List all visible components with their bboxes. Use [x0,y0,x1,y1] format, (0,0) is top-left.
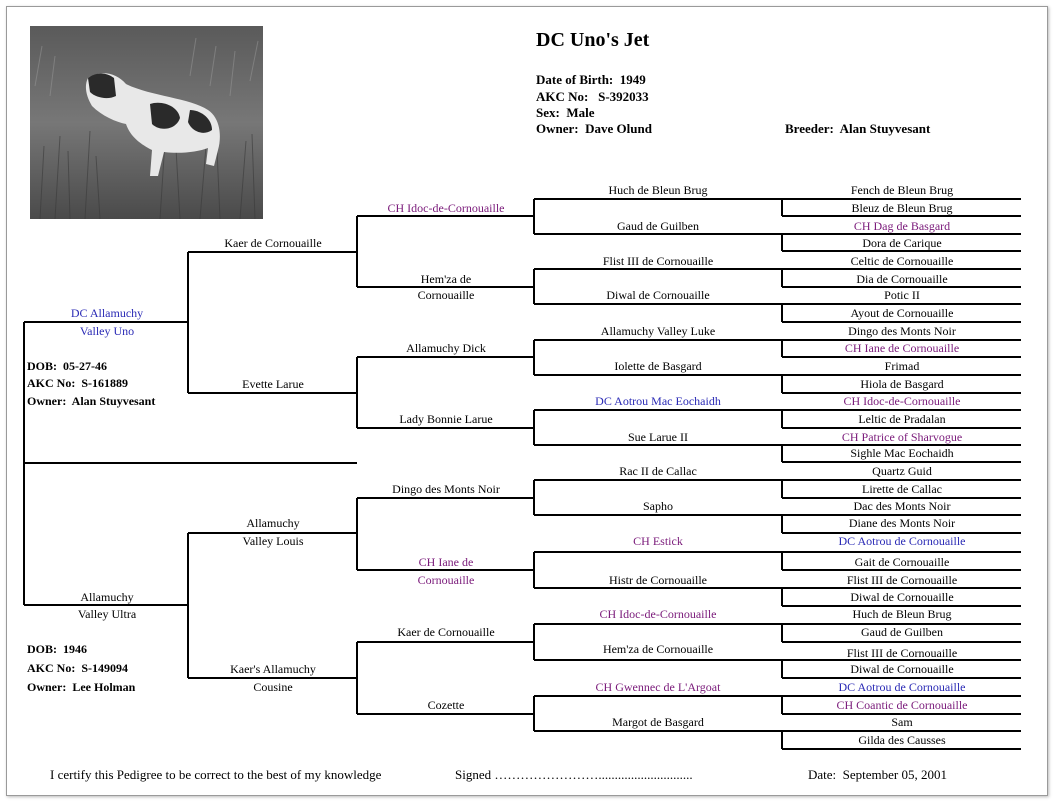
gen4-name: Allamuchy Valley Luke [600,324,716,338]
gen5-name: Lirette de Callac [862,482,942,496]
gen4-name: Diwal de Cornouaille [606,288,710,302]
gen2-name-line1: Allamuchy [246,516,300,530]
gen5-name: Sam [891,715,913,729]
dam-owner-value: Lee Holman [72,680,136,694]
gen3-name-line2: Cornouaille [417,288,475,302]
gen4-name: Rac II de Callac [619,464,697,478]
gen2-name-line2: Valley Louis [242,534,304,548]
gen5-name: Dia de Cornouaille [856,272,948,286]
gen5-name: DC Aotrou de Cornouaille [838,534,966,548]
gen5-name: Celtic de Cornouaille [850,254,954,268]
sire-owner-label: Owner: [27,394,67,408]
dob-value: 1949 [619,72,646,87]
gen4-name: DC Aotrou Mac Eochaidh [595,394,721,408]
dam-akc-value: S-149094 [81,661,128,675]
sire-akc-value: S-161889 [81,376,128,390]
gen5-name: CH Idoc-de-Cornouaille [843,394,961,408]
breeder-label: Breeder: [785,121,834,136]
gen3-name-line1: Dingo des Monts Noir [392,482,500,496]
dam-name-line2: Valley Ultra [77,607,137,621]
gen5-name: Ayout de Cornouaille [850,306,954,320]
gen2-name-line1: Evette Larue [242,377,304,391]
gen5-name: DC Aotrou de Cornouaille [838,680,966,694]
gen5-name: Sighle Mac Eochaidh [850,446,954,460]
sex-label: Sex: [536,105,560,120]
gen4-name: Huch de Bleun Brug [608,183,708,197]
sire-akc-label: AKC No: [27,376,76,390]
gen4-name: Histr de Cornouaille [609,573,707,587]
gen5-name: CH Patrice of Sharvogue [841,430,963,444]
gen5-name: Hiola de Basgard [860,377,944,391]
date-row [808,767,947,783]
gen4-name: Sapho [643,499,673,513]
gen2-name-line2: Cousine [253,680,293,694]
gen5-name: Diane des Monts Noir [848,516,956,530]
dam-name-line1: Allamuchy [80,590,134,604]
gen5-name: Flist III de Cornouaille [846,573,958,587]
gen5-name: Dac des Monts Noir [853,499,951,513]
gen5-name: Gilda des Causses [858,733,946,747]
gen3-name-line1: Kaer de Cornouaille [397,625,495,639]
sex-value: Male [566,105,595,120]
certify-text: I certify this Pedigree to be correct to the best of my knowledge [50,767,382,782]
gen5-name: Gaud de Guilben [861,625,943,639]
gen5-name: Flist III de Cornouaille [846,646,958,660]
gen5-name: Dora de Carique [862,236,942,250]
dam-akc-label: AKC No: [27,661,76,675]
gen5-name: Bleuz de Bleun Brug [851,201,953,215]
breeder-value: Alan Stuyvesant [839,121,931,136]
dam-owner-label: Owner: [27,680,67,694]
sire-dob-label: DOB: [27,359,57,373]
gen3-name-line1: Hem'za de [420,272,472,286]
gen2-name-line1: Kaer de Cornouaille [224,236,322,250]
owner-value: Dave Olund [585,121,652,136]
sire-owner-value: Alan Stuyvesant [71,394,156,408]
akc-label: AKC No: [536,89,589,104]
dam-dob-label: DOB: [27,642,57,656]
dog-name: DC Uno's Jet [536,29,650,51]
gen4-name: CH Idoc-de-Cornouaille [599,607,717,621]
date-value: September 05, 2001 [842,767,947,782]
gen3-name-line1: Lady Bonnie Larue [399,412,493,426]
gen4-name: Gaud de Guilben [617,219,699,233]
gen5-name: CH Coantic de Cornouaille [836,698,968,712]
gen5-name: Potic II [884,288,920,302]
gen5-name: Gait de Cornouaille [854,555,950,569]
gen5-name: Dingo des Monts Noir [848,324,956,338]
sire-name-line2: Valley Uno [79,324,135,338]
sire-name-line1: DC Allamuchy [70,306,144,320]
gen5-name: Frimad [884,359,920,373]
gen5-name: Diwal de Cornouaille [850,590,954,604]
gen5-name: Leltic de Pradalan [858,412,946,426]
sire-dob-value: 05-27-46 [63,359,107,373]
gen2-name-line1: Kaer's Allamuchy [230,662,316,676]
gen3-name-line1: Allamuchy Dick [406,341,486,355]
gen4-name: Iolette de Basgard [614,359,702,373]
gen3-name-line1: CH Idoc-de-Cornouaille [387,201,505,215]
gen4-name: Flist III de Cornouaille [602,254,714,268]
gen5-name: CH Iane de Cornouaille [844,341,960,355]
gen4-name: Hem'za de Cornouaille [602,642,714,656]
signature-line: Signed ……………………............................. [455,767,693,782]
gen5-name: Diwal de Cornouaille [850,662,954,676]
akc-value: S-392033 [598,89,649,104]
gen3-name-line2: Cornouaille [417,573,475,587]
owner-label: Owner: [536,121,579,136]
gen3-name-line1: CH Iane de [418,555,474,569]
gen4-name: Sue Larue II [628,430,688,444]
gen5-name: CH Dag de Basgard [853,219,951,233]
gen4-name: CH Estick [633,534,683,548]
gen5-name: Fench de Bleun Brug [850,183,954,197]
gen4-name: CH Gwennec de L'Argoat [595,680,721,694]
gen5-name: Quartz Guid [872,464,932,478]
dam-dob-value: 1946 [63,642,87,656]
gen5-name: Huch de Bleun Brug [852,607,952,621]
gen4-name: Margot de Basgard [612,715,704,729]
dob-label: Date of Birth: [536,72,614,87]
gen3-name-line1: Cozette [427,698,465,712]
date-label: Date: [808,767,837,782]
